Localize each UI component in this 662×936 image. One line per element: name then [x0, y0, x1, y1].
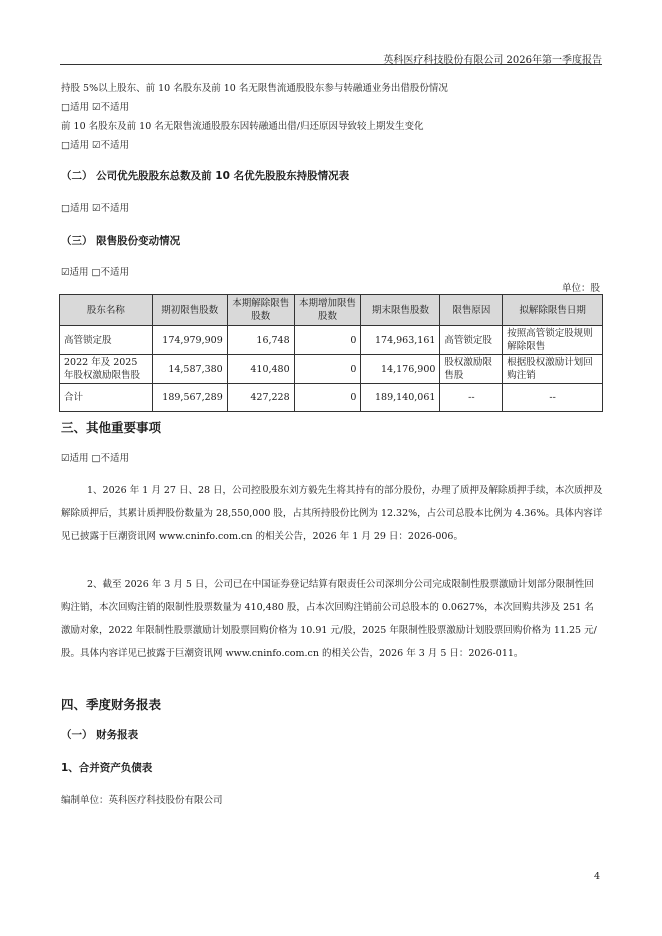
cell-added: 0	[294, 384, 361, 412]
cell-reason: 高管锁定股	[440, 326, 503, 355]
cell-release-date: --	[503, 384, 603, 412]
col-header-released: 本期解除限售股数	[227, 295, 294, 326]
cell-released: 16,748	[227, 326, 294, 355]
cell-opening: 14,587,380	[152, 355, 227, 384]
pledge-paragraph: 1、2026 年 1 月 27 日、28 日，公司控股股东刘方毅先生将其持有的部分股份，办理了质押及解除质押手续，本次质押及解除质押后，其累计质押股份数量为 28,550,000 股，占其所持股份比例为 12.32%，占公司总股本比例为 4.36%。具体内容详见已披露于巨潮资讯网 www.cninfo.com.cn 的相关公告，2026 年 1 月 29 日：2026-006。	[61, 485, 603, 542]
compiler-line: 编制单位：英科医疗科技股份有限公司	[61, 795, 223, 806]
col-header-closing: 期末限售股数	[361, 295, 440, 326]
cell-opening: 174,979,909	[152, 326, 227, 355]
applicability-3: □适用 ☑不适用	[61, 203, 130, 214]
cell-closing: 14,176,900	[361, 355, 440, 384]
cell-released: 410,480	[227, 355, 294, 384]
col-header-release-date: 拟解除限售日期	[503, 295, 603, 326]
applicability-2: □适用 ☑不适用	[61, 140, 130, 151]
cell-opening: 189,567,289	[152, 384, 227, 412]
cell-release-date: 根据股权激励计划回购注销	[503, 355, 603, 384]
col-header-reason: 限售原因	[440, 295, 503, 326]
col-header-added: 本期增加限售股数	[294, 295, 361, 326]
other-matters-title: 三、其他重要事项	[61, 420, 162, 435]
cell-added: 0	[294, 355, 361, 384]
cell-added: 0	[294, 326, 361, 355]
page-number: 4	[593, 871, 600, 882]
cell-reason: 股权激励限售股	[440, 355, 503, 384]
preferred-shares-title: （二） 公司优先股股东总数及前 10 名优先股股东持股情况表	[61, 170, 350, 182]
financial-statements-subtitle: （一） 财务报表	[61, 729, 139, 741]
cell-holder: 合计	[60, 384, 153, 412]
unit-label: 单位：股	[561, 283, 600, 294]
financial-statements-title: 四、季度财务报表	[61, 697, 162, 712]
col-header-opening: 期初限售股数	[152, 295, 227, 326]
table-total-row	[60, 384, 603, 412]
margin-lending-note: 持股 5%以上股东、前 10 名股东及前 10 名无限售流通股股东参与转融通业务出借股份情况	[61, 83, 448, 94]
cell-released: 427,228	[227, 384, 294, 412]
cell-holder: 高管锁定股	[60, 326, 153, 355]
cell-holder: 2022 年及 2025 年股权激励限售股	[60, 355, 153, 384]
cell-closing: 174,963,161	[361, 326, 440, 355]
header-rule	[60, 64, 602, 65]
lending-change-note: 前 10 名股东及前 10 名无限售流通股股东因转融通出借/归还原因导致较上期发生变化	[61, 121, 424, 132]
cell-release-date: 按照高管锁定股规则解除限售	[503, 326, 603, 355]
applicability-5: ☑适用 □不适用	[61, 453, 130, 464]
balance-sheet-title: 1、合并资产负债表	[61, 762, 153, 774]
cell-reason: --	[440, 384, 503, 412]
table-header-row	[60, 295, 603, 326]
restricted-shares-title: （三） 限售股份变动情况	[61, 235, 181, 247]
repurchase-paragraph: 2、截至 2026 年 3 月 5 日，公司已在中国证券登记结算有限责任公司深圳分公司完成限制性股票激励计划部分限制性回购注销，本次回购注销的限制性股票数量为 410,480 股，占本次回购注销前公司总股本的 0.0627%，本次回购共涉及 251 名激励对象，2022 年限制性股票激励计划股票回购价格为 10.91 元/股，2025 年限制性股票激励计划股票回购价格为 11.25 元/股。具体内容详见已披露于巨潮资讯网 www.cninfo.com.cn 的相关公告，2026 年 3 月 5 日：2026-011。	[61, 579, 597, 659]
applicability-1: □适用 ☑不适用	[61, 102, 130, 113]
table-row	[60, 355, 603, 384]
cell-closing: 189,140,061	[361, 384, 440, 412]
page-header: 英科医疗科技股份有限公司 2026年第一季度报告	[383, 55, 602, 66]
table-row	[60, 326, 603, 355]
applicability-4: ☑适用 □不适用	[61, 267, 130, 278]
col-header-holder: 股东名称	[60, 295, 153, 326]
restricted-shares-table	[59, 294, 603, 412]
